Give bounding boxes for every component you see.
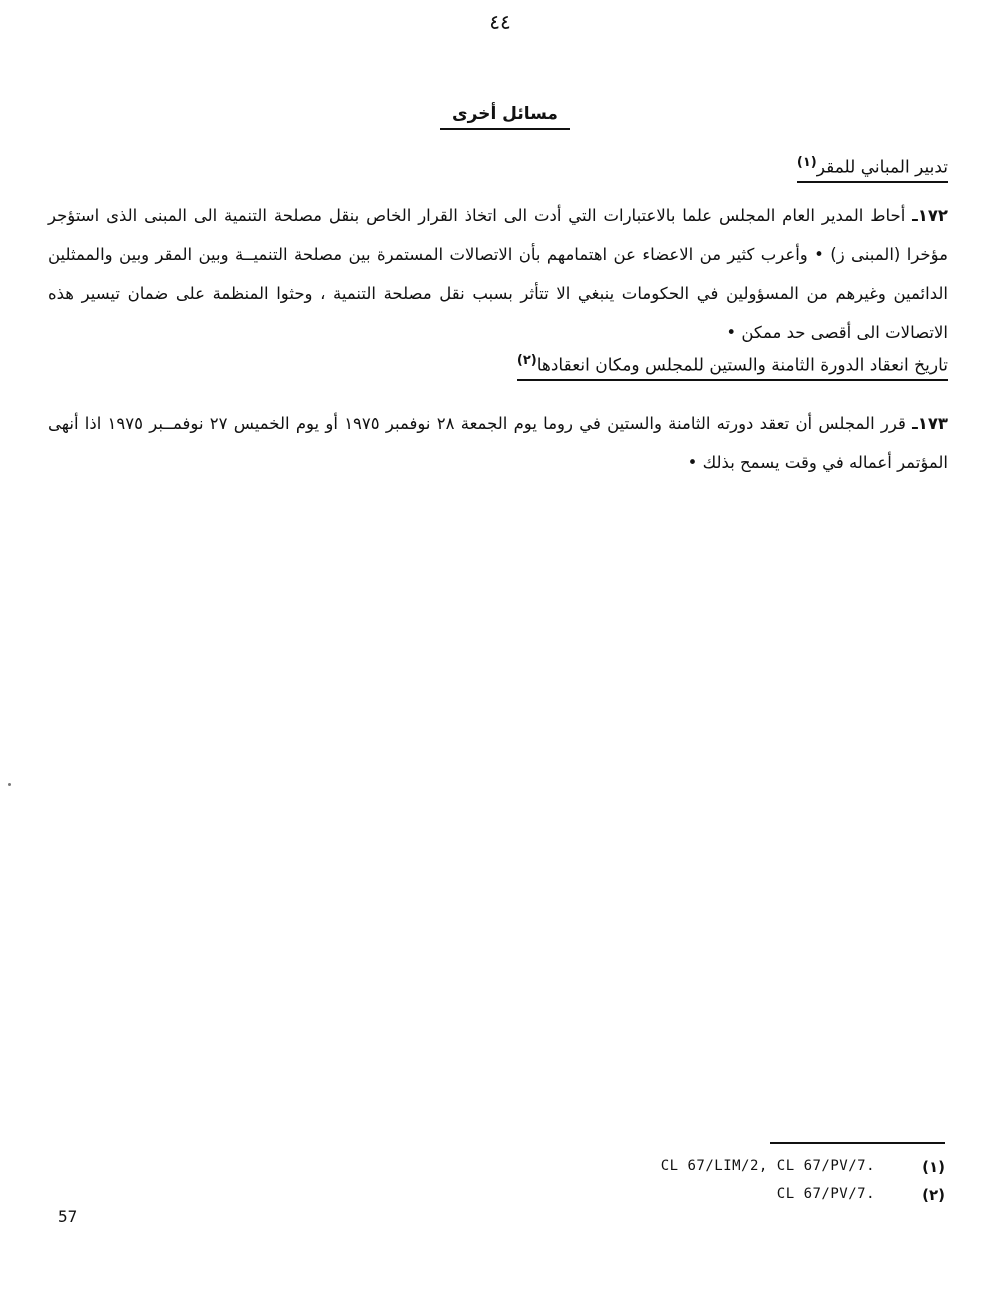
paragraph-number: ١٧٢ـ: [912, 206, 948, 225]
footnote-reference: (١): [796, 155, 817, 170]
footnote-text: CL 67/PV/7.: [776, 1186, 875, 1202]
section-heading: مسائل أخرى: [440, 104, 570, 130]
footnote-divider: [770, 1142, 945, 1144]
paragraph-text: أحاط المدير العام المجلس علما بالاعتبارات التي أدت الى اتخاذ القرار الخاص بنقل مصلحة التنمية الى المبنى الذى استؤجر مؤخرا (المبنى ز) • وأعرب كثير من الاعضاء عن اهتمامهم بأن الاتصالات المستمرة بين مصلحة التنميــة وبين المقر وبين والممثلين الدائمين وغيرهم من المسؤولين في الحكومات ينبغي الا تتأثر بسبب نقل مصلحة التنمية ، وحثوا المنظمة على ضمان تيسير هذه الاتصالات الى أقصى حد ممكن •: [48, 206, 948, 342]
footnote-mark: (١): [922, 1158, 945, 1176]
footnote-reference: (٢): [516, 353, 537, 368]
paragraph-number: ١٧٣ـ: [912, 414, 948, 433]
footnote-text: CL 67/LIM/2, CL 67/PV/7.: [660, 1158, 875, 1174]
subheading-next-session: [517, 353, 948, 381]
subheading-text: تاريخ انعقاد الدورة الثامنة والستين للمجلس ومكان انعقادها: [536, 355, 948, 376]
paragraph-text: قرر المجلس أن تعقد دورته الثامنة والستين في روما يوم الجمعة ٢٨ نوفمبر ١٩٧٥ أو يوم الخميس ٢٧ نوفمــبر ١٩٧٥ اذا أنهى المؤتمر أعماله في وقت يسمح بذلك •: [48, 414, 948, 472]
subheading-text: تدبير المباني للمقر: [816, 157, 948, 178]
scan-speck: [8, 783, 11, 786]
footnote-mark: (٢): [922, 1186, 945, 1204]
archive-page-number: 57: [58, 1207, 78, 1226]
paragraph-173: [48, 404, 948, 482]
subheading-headquarters-premises: [797, 155, 948, 183]
footnote-2: [630, 1186, 945, 1208]
page-number: ٤٤: [489, 10, 511, 34]
footnote-1: [630, 1158, 945, 1180]
paragraph-172: [48, 196, 948, 352]
